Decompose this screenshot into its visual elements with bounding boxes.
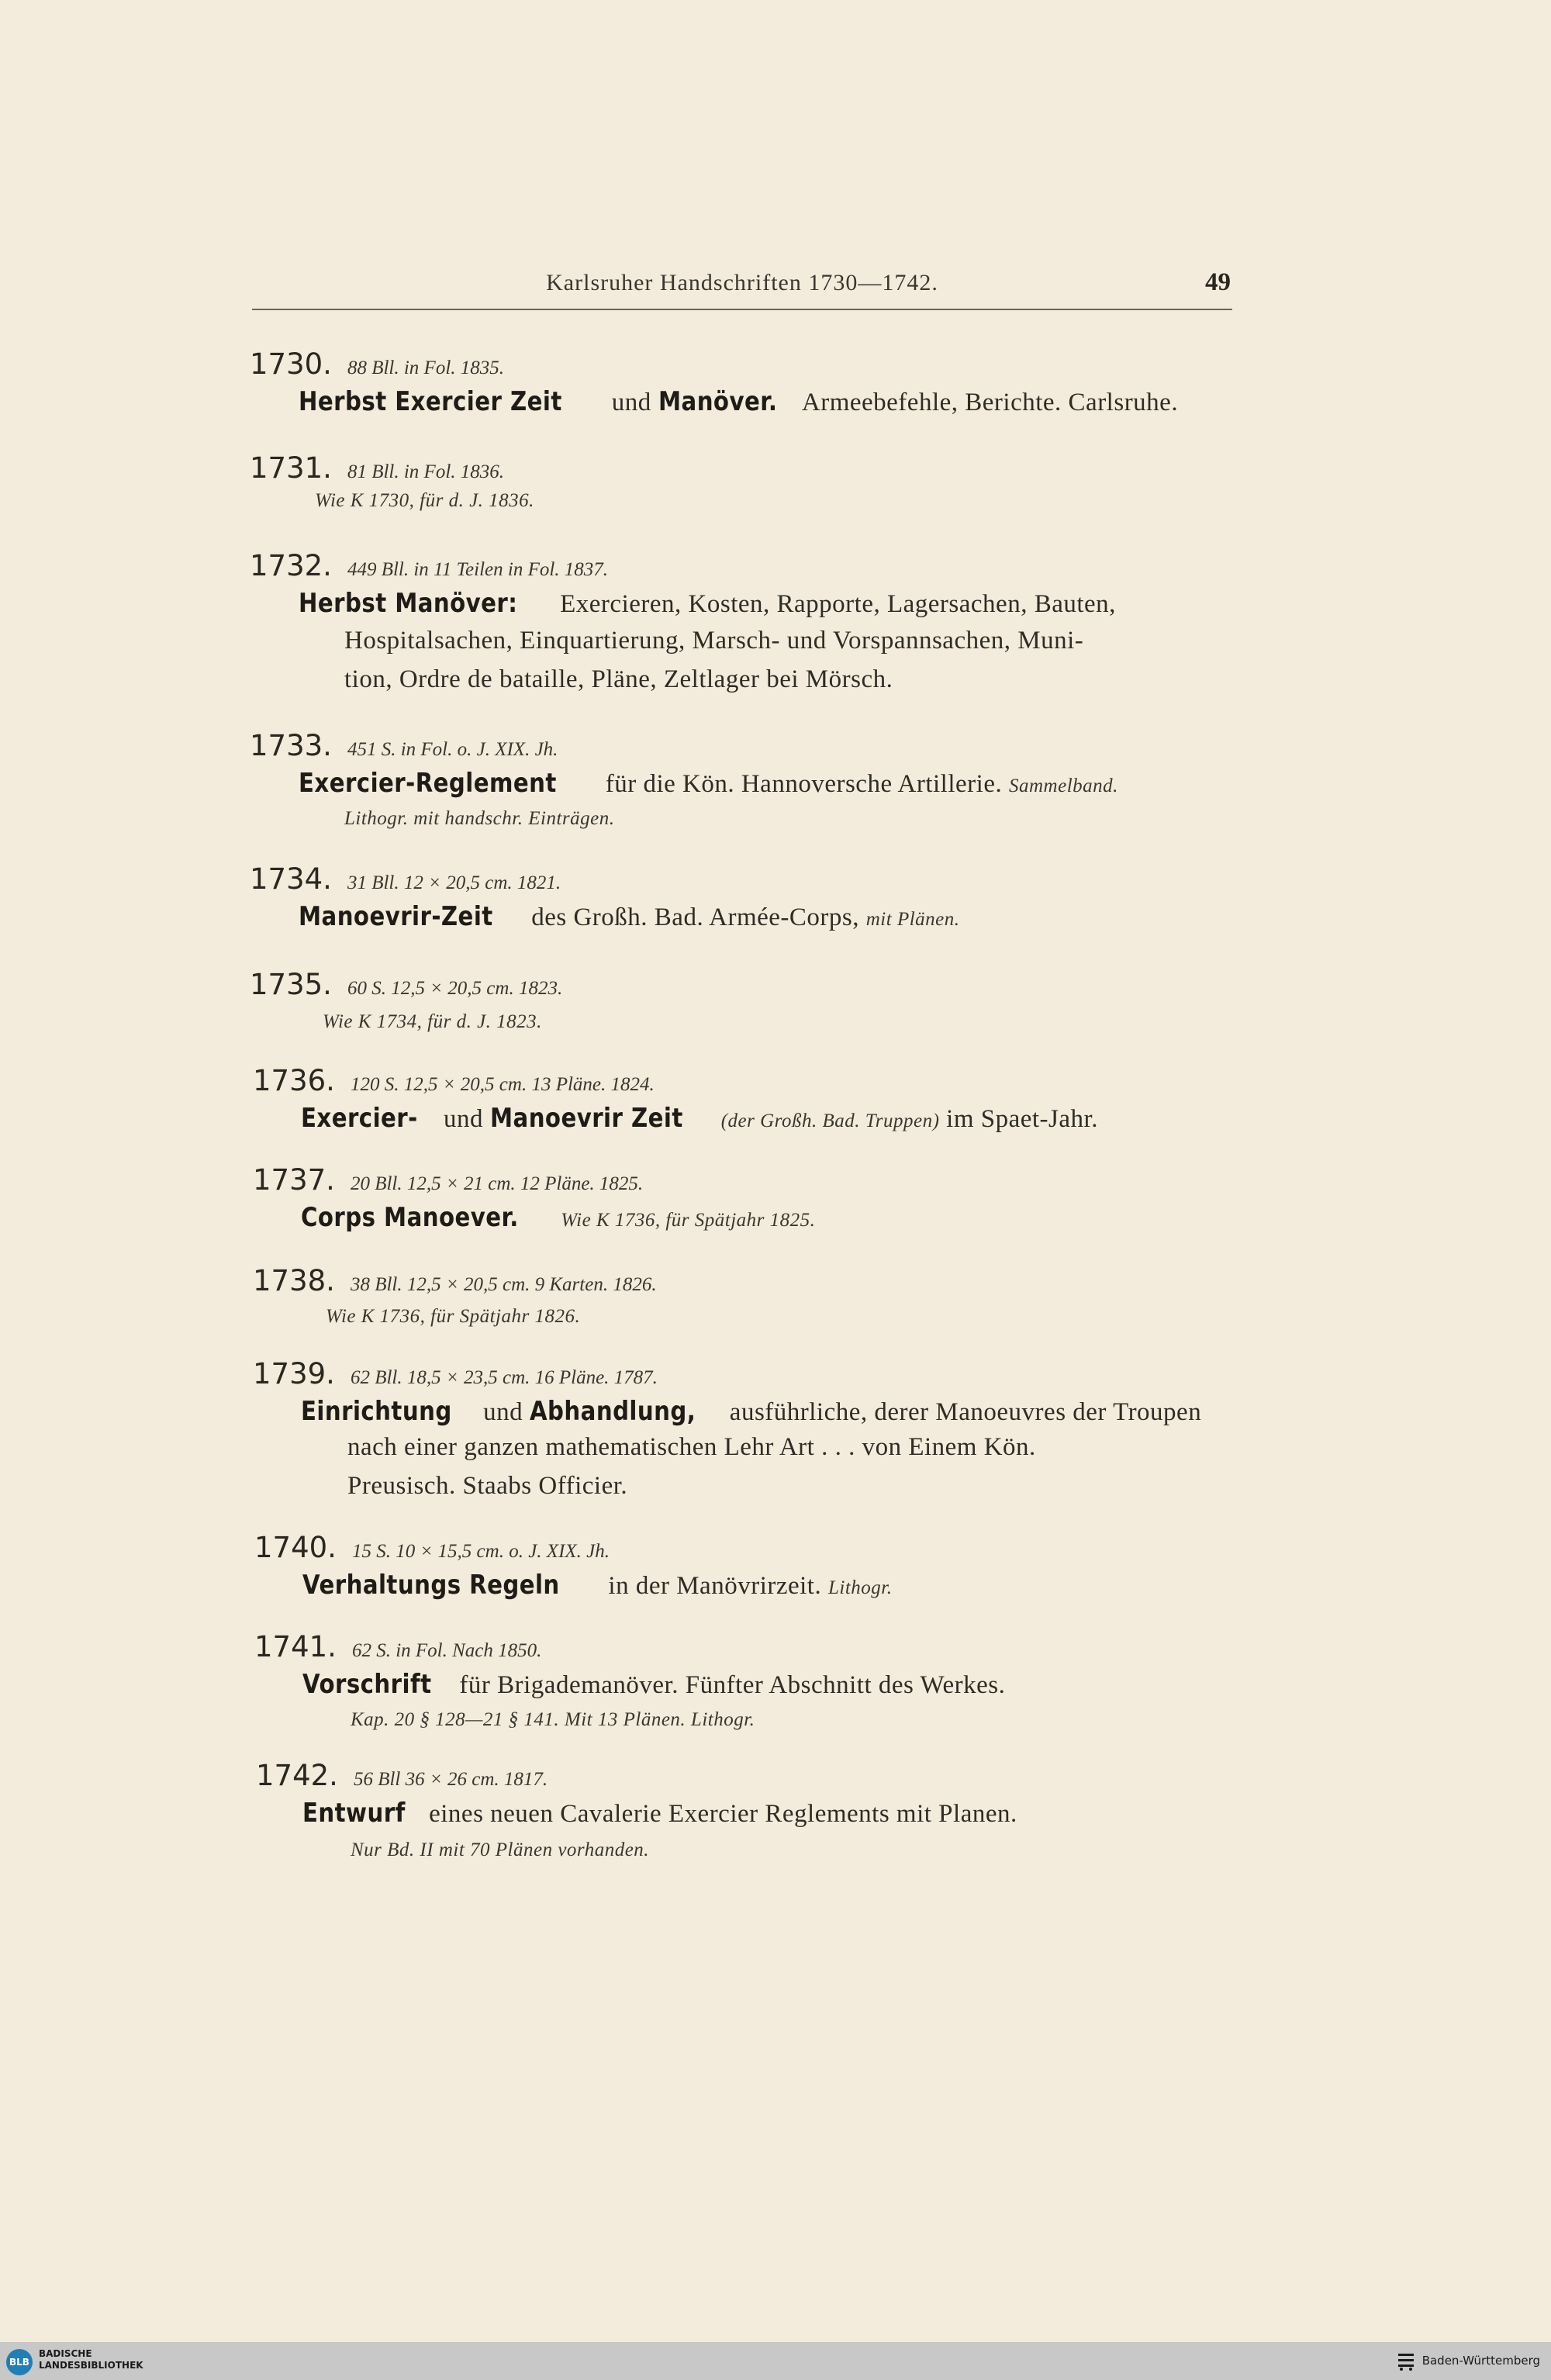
entry-text-line: nach einer ganzen mathematischen Lehr Art . . . von Einem Kön.: [347, 1433, 1036, 1461]
blb-wordmark[interactable]: [39, 2348, 143, 2371]
entry-meta: 451 S. in Fol. o. J. XIX. Jh.: [347, 739, 558, 760]
blb-wordmark-line: LANDESBIBLIOTHEK: [39, 2360, 143, 2371]
entry-number: 1739.: [253, 1357, 335, 1390]
entry-title-text: Exercieren, Kosten, Rapporte, Lagersachen, Bauten,: [560, 590, 1116, 618]
entry-text-line: Hospitalsachen, Einquartierung, Marsch- und Vorspannsachen, Muni-: [344, 627, 1084, 655]
entry-text-line: Preusisch. Staabs Officier.: [347, 1472, 628, 1500]
blb-wordmark-line: BADISCHE: [39, 2348, 92, 2359]
entry-title-line: [302, 1798, 1017, 1829]
entry-meta: 56 Bll 36 × 26 cm. 1817.: [353, 1769, 548, 1790]
entry-meta-line: [250, 347, 504, 381]
entry-meta: 120 S. 12,5 × 20,5 cm. 13 Pläne. 1824.: [350, 1074, 655, 1095]
entry-title-line: [299, 768, 1118, 799]
entry-number: 1742.: [256, 1759, 338, 1792]
entry-title-text: für die Kön. Hannoversche Artillerie.: [605, 770, 1003, 798]
entry-meta: 31 Bll. 12 × 20,5 cm. 1821.: [347, 872, 561, 893]
entry-title-italic: (der Großh. Bad. Truppen): [720, 1111, 940, 1131]
entry-title-keyword: Manöver.: [658, 386, 777, 417]
entry-meta-line: [250, 451, 504, 485]
entry-meta-line: [254, 1630, 541, 1663]
entry-meta-line: [253, 1064, 655, 1097]
entry-number: 1741.: [254, 1630, 337, 1663]
entry-title-conjunction: und: [443, 1105, 483, 1133]
entry-note: Lithogr. mit handschr. Einträgen.: [344, 808, 615, 829]
entry-title-italic: Wie K 1736, für Spätjahr 1825.: [561, 1210, 816, 1231]
entry-number: 1730.: [250, 347, 332, 381]
running-head: [252, 267, 1232, 310]
entry-note: Kap. 20 § 128—21 § 141. Mit 13 Plänen. Lithogr.: [351, 1709, 755, 1730]
entry-number: 1740.: [254, 1531, 337, 1564]
entry-title-text: im Spaet-Jahr.: [946, 1105, 1098, 1133]
entry-title-keyword: Manoevrir Zeit: [489, 1103, 683, 1134]
entry-meta-line: [250, 862, 561, 896]
entry-title-keyword: Corps Manoever.: [301, 1202, 519, 1233]
entry-title-italic: Lithogr.: [827, 1577, 893, 1598]
running-title: Karlsruher Handschriften 1730—1742.: [546, 270, 938, 295]
entry-meta-line: [256, 1759, 548, 1792]
entry-number: 1738.: [253, 1264, 335, 1297]
entry-meta: 20 Bll. 12,5 × 21 cm. 12 Pläne. 1825.: [350, 1173, 644, 1194]
baden-wuerttemberg-lions-icon: [1396, 2351, 1416, 2371]
entry-title-text: Armeebefehle, Berichte. Carlsruhe.: [801, 389, 1179, 416]
entry-title-line: [301, 1202, 815, 1233]
entry-title-keyword: Manoevrir-Zeit: [299, 901, 493, 932]
entry-title-keyword: Herbst Manöver:: [299, 588, 518, 619]
entry-title-italic: Sammelband.: [1008, 775, 1118, 796]
entry-title-keyword: Exercier-Reglement: [299, 768, 557, 799]
entry-meta: 60 S. 12,5 × 20,5 cm. 1823.: [347, 978, 563, 999]
entry-title-line: [302, 1570, 893, 1601]
entry-meta: 15 S. 10 × 15,5 cm. o. J. XIX. Jh.: [351, 1541, 610, 1562]
entry-title-text: in der Manövrirzeit.: [608, 1572, 822, 1600]
entry-meta-line: [253, 1264, 657, 1297]
entry-meta: 449 Bll. in 11 Teilen in Fol. 1837.: [347, 559, 609, 580]
entry-title-text: des Großh. Bad. Armée-Corps,: [531, 903, 859, 931]
entry-title-keyword: Herbst Exercier Zeit: [299, 386, 562, 417]
entry-title-line: [299, 901, 960, 932]
entry-title-italic: mit Plänen.: [865, 909, 960, 930]
entry-title-line: [302, 1669, 1005, 1700]
entry-number: 1735.: [250, 968, 332, 1001]
entry-title-line: [301, 1396, 1201, 1427]
entry-number: 1733.: [250, 729, 332, 762]
entry-meta: 62 S. in Fol. Nach 1850.: [351, 1640, 542, 1661]
blb-logo-icon[interactable]: BLB: [6, 2349, 33, 2375]
entry-title-text: eines neuen Cavalerie Exercier Reglements mit Planen.: [429, 1800, 1017, 1828]
entry-number: 1734.: [250, 862, 332, 896]
entry-note: Nur Bd. II mit 70 Plänen vorhanden.: [351, 1839, 650, 1860]
entry-meta: 81 Bll. in Fol. 1836.: [347, 461, 505, 482]
entry-title-conjunction: und: [611, 389, 651, 416]
entry-title-keyword: Verhaltungs Regeln: [302, 1570, 560, 1601]
entry-note: Wie K 1736, für Spätjahr 1826.: [326, 1306, 581, 1327]
entry-title-conjunction: und: [483, 1398, 523, 1426]
baden-wuerttemberg-label[interactable]: Baden-Württemberg: [1421, 2354, 1540, 2368]
entry-meta: 88 Bll. in Fol. 1835.: [347, 358, 505, 378]
entry-number: 1731.: [250, 451, 332, 485]
entry-title-text: für Brigademanöver. Fünfter Abschnitt des Werkes.: [459, 1671, 1006, 1699]
entry-title-text: ausführliche, derer Manoeuvres der Troupen: [729, 1398, 1202, 1426]
entry-title-line: [299, 588, 1116, 619]
entry-title-line: [301, 1103, 1098, 1134]
footer-bar: [0, 2342, 1551, 2380]
entry-title-line: [299, 386, 1178, 417]
page-number: 49: [1205, 268, 1231, 296]
entry-number: 1737.: [253, 1163, 335, 1197]
entry-meta-line: [253, 1357, 658, 1390]
entry-number: 1736.: [253, 1064, 335, 1097]
entry-title-keyword: Einrichtung: [301, 1396, 452, 1427]
entry-meta: 38 Bll. 12,5 × 20,5 cm. 9 Karten. 1826.: [350, 1274, 657, 1295]
entry-meta: 62 Bll. 18,5 × 23,5 cm. 16 Pläne. 1787.: [350, 1367, 658, 1388]
entry-meta-line: [254, 1531, 610, 1564]
entry-meta-line: [253, 1163, 643, 1197]
entry-title-keyword: Vorschrift: [302, 1669, 432, 1700]
entry-meta-line: [250, 549, 608, 582]
entry-title-keyword: Entwurf: [302, 1798, 406, 1829]
entry-title-keyword: Exercier-: [301, 1103, 418, 1134]
entry-note: Wie K 1730, für d. J. 1836.: [315, 490, 534, 511]
entry-title-keyword: Abhandlung,: [529, 1396, 696, 1427]
entry-number: 1732.: [250, 549, 332, 582]
entry-meta-line: [250, 729, 558, 762]
entry-meta-line: [250, 968, 562, 1001]
entry-text-line: tion, Ordre de bataille, Pläne, Zeltlager bei Mörsch.: [344, 665, 893, 693]
entry-note: Wie K 1734, für d. J. 1823.: [323, 1011, 542, 1032]
